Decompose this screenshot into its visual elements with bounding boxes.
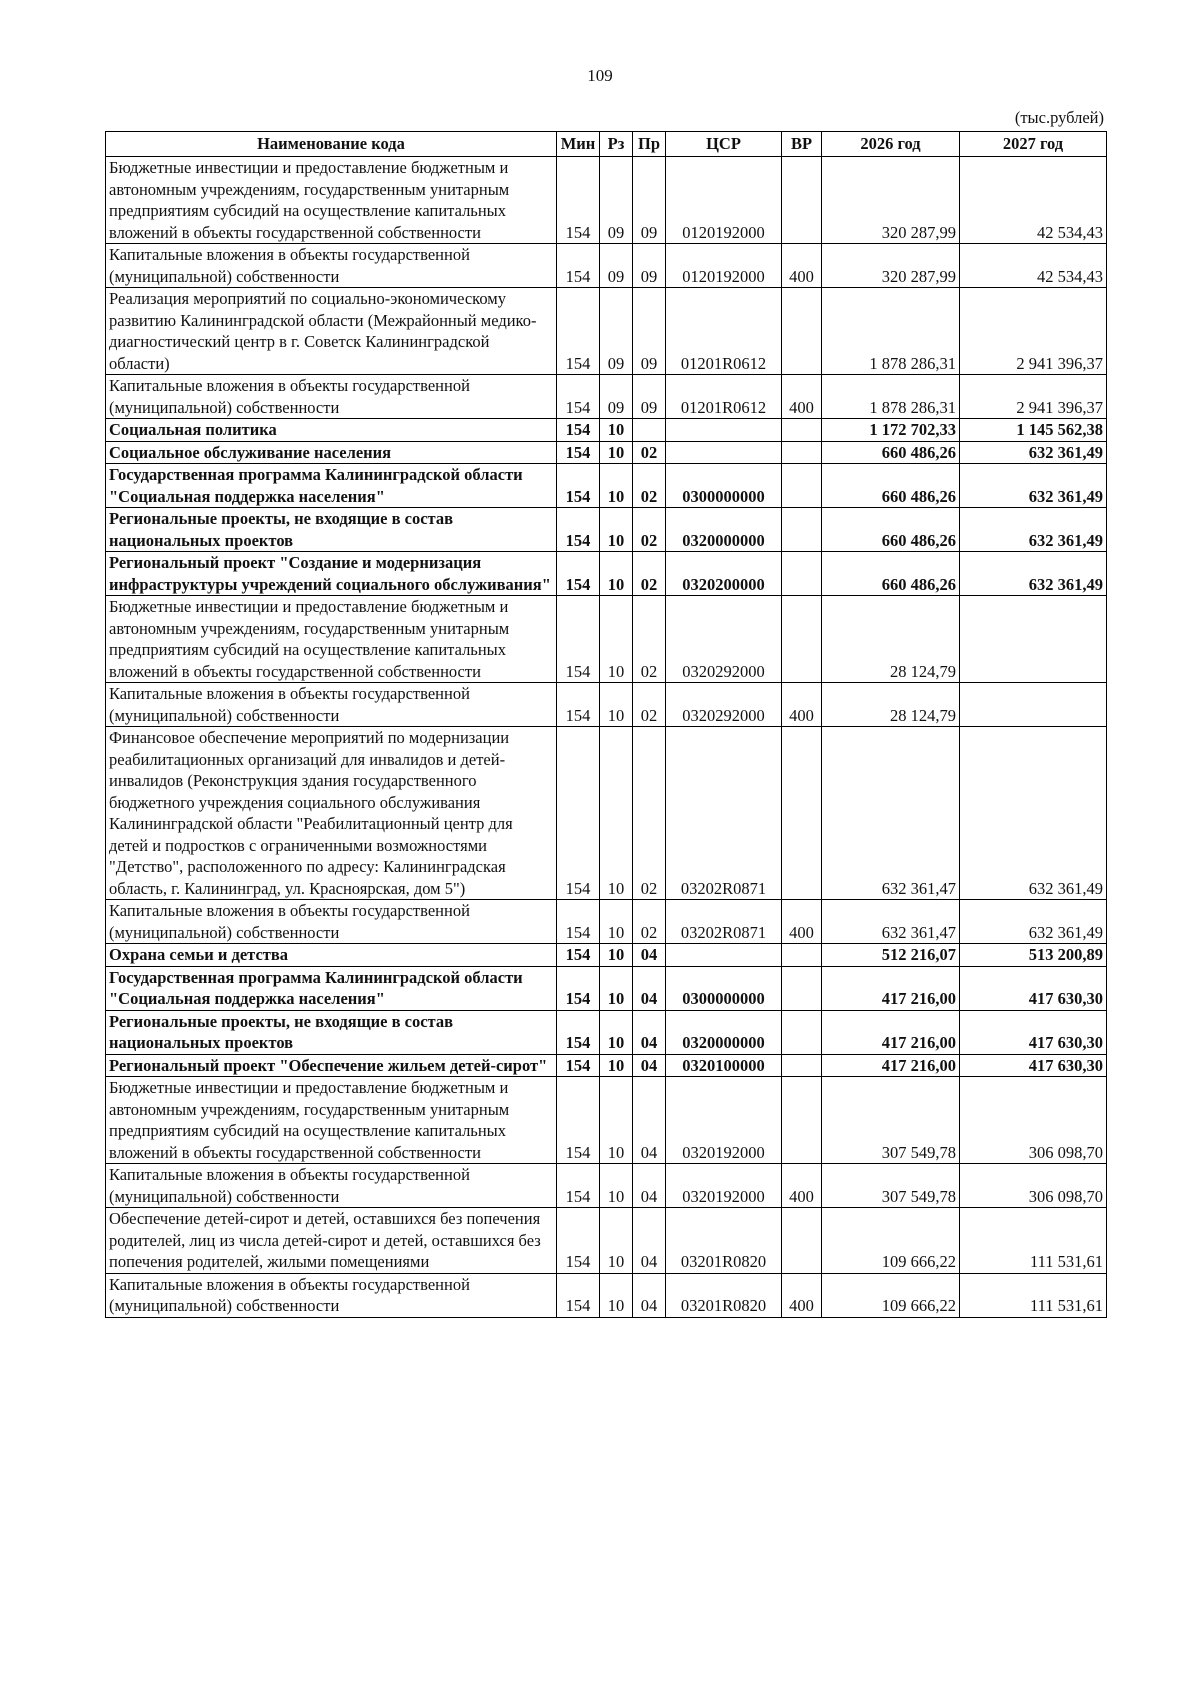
cell-2027: 632 361,49 bbox=[960, 552, 1107, 596]
cell-rz: 10 bbox=[600, 1208, 633, 1274]
cell-2027: 417 630,30 bbox=[960, 1010, 1107, 1054]
header-name: Наименование кода bbox=[106, 132, 557, 157]
cell-vr bbox=[782, 508, 822, 552]
cell-min: 154 bbox=[557, 244, 600, 288]
header-pr: Пр bbox=[633, 132, 666, 157]
cell-min: 154 bbox=[557, 464, 600, 508]
cell-pr: 02 bbox=[633, 727, 666, 900]
cell-2026: 1 172 702,33 bbox=[822, 419, 960, 442]
cell-pr: 04 bbox=[633, 1077, 666, 1164]
cell-vr bbox=[782, 288, 822, 375]
page-number: 109 bbox=[587, 66, 613, 85]
cell-2027: 632 361,49 bbox=[960, 900, 1107, 944]
cell-name: Капитальные вложения в объекты государственной (муниципальной) собственности bbox=[106, 683, 557, 727]
cell-csr: 0320000000 bbox=[666, 1010, 782, 1054]
cell-csr: 0320200000 bbox=[666, 552, 782, 596]
table-row bbox=[106, 244, 1107, 288]
cell-csr bbox=[666, 419, 782, 442]
cell-pr: 09 bbox=[633, 288, 666, 375]
cell-pr: 04 bbox=[633, 1164, 666, 1208]
cell-2026: 512 216,07 bbox=[822, 944, 960, 967]
cell-min: 154 bbox=[557, 552, 600, 596]
cell-rz: 10 bbox=[600, 1077, 633, 1164]
cell-min: 154 bbox=[557, 375, 600, 419]
cell-name: Региональный проект "Создание и модернизация инфраструктуры учреждений социального обслуживания" bbox=[106, 552, 557, 596]
cell-csr bbox=[666, 441, 782, 464]
cell-2026: 417 216,00 bbox=[822, 1054, 960, 1077]
cell-2027 bbox=[960, 596, 1107, 683]
cell-name: Социальная политика bbox=[106, 419, 557, 442]
cell-rz: 10 bbox=[600, 944, 633, 967]
cell-rz: 10 bbox=[600, 900, 633, 944]
cell-min: 154 bbox=[557, 508, 600, 552]
cell-csr: 03201R0820 bbox=[666, 1273, 782, 1317]
cell-2026: 1 878 286,31 bbox=[822, 375, 960, 419]
cell-name: Охрана семьи и детства bbox=[106, 944, 557, 967]
cell-2027: 513 200,89 bbox=[960, 944, 1107, 967]
cell-min: 154 bbox=[557, 419, 600, 442]
table-row bbox=[106, 441, 1107, 464]
cell-vr: 400 bbox=[782, 1273, 822, 1317]
cell-name: Бюджетные инвестиции и предоставление бюджетным и автономным учреждениям, государственным унитарным предприятиям субсидий на осуществление капитальных вложений в объекты государственной собственности bbox=[106, 596, 557, 683]
cell-vr: 400 bbox=[782, 375, 822, 419]
budget-table bbox=[105, 131, 1107, 1318]
cell-2026: 1 878 286,31 bbox=[822, 288, 960, 375]
cell-csr: 0300000000 bbox=[666, 464, 782, 508]
cell-rz: 10 bbox=[600, 552, 633, 596]
cell-csr: 0320292000 bbox=[666, 683, 782, 727]
cell-name: Капитальные вложения в объекты государственной (муниципальной) собственности bbox=[106, 1164, 557, 1208]
cell-2026: 109 666,22 bbox=[822, 1273, 960, 1317]
table-row bbox=[106, 375, 1107, 419]
cell-2026: 660 486,26 bbox=[822, 464, 960, 508]
cell-vr bbox=[782, 966, 822, 1010]
cell-2026: 417 216,00 bbox=[822, 1010, 960, 1054]
table-row bbox=[106, 1054, 1107, 1077]
cell-vr: 400 bbox=[782, 1164, 822, 1208]
cell-rz: 10 bbox=[600, 683, 633, 727]
cell-name: Бюджетные инвестиции и предоставление бюджетным и автономным учреждениям, государственным унитарным предприятиям субсидий на осуществление капитальных вложений в объекты государственной собственности bbox=[106, 157, 557, 244]
cell-name: Социальное обслуживание населения bbox=[106, 441, 557, 464]
cell-min: 154 bbox=[557, 596, 600, 683]
cell-csr: 0320292000 bbox=[666, 596, 782, 683]
cell-vr bbox=[782, 596, 822, 683]
cell-min: 154 bbox=[557, 727, 600, 900]
cell-2026: 417 216,00 bbox=[822, 966, 960, 1010]
cell-2026: 307 549,78 bbox=[822, 1077, 960, 1164]
cell-csr: 0120192000 bbox=[666, 244, 782, 288]
table-row bbox=[106, 1164, 1107, 1208]
cell-min: 154 bbox=[557, 1054, 600, 1077]
cell-vr bbox=[782, 944, 822, 967]
cell-min: 154 bbox=[557, 441, 600, 464]
cell-name: Реализация мероприятий по социально-экономическому развитию Калининградской области (Межрайонный медико-диагностический центр в г. Советск Калининградской области) bbox=[106, 288, 557, 375]
table-row bbox=[106, 966, 1107, 1010]
cell-vr bbox=[782, 1054, 822, 1077]
table-row bbox=[106, 1208, 1107, 1274]
cell-rz: 09 bbox=[600, 157, 633, 244]
cell-min: 154 bbox=[557, 157, 600, 244]
cell-vr: 400 bbox=[782, 683, 822, 727]
cell-2026: 28 124,79 bbox=[822, 683, 960, 727]
cell-name: Обеспечение детей-сирот и детей, оставшихся без попечения родителей, лиц из числа детей-сирот и детей, оставшихся без попечения родителей, жилыми помещениями bbox=[106, 1208, 557, 1274]
cell-pr: 02 bbox=[633, 900, 666, 944]
cell-rz: 10 bbox=[600, 419, 633, 442]
cell-csr: 01201R0612 bbox=[666, 288, 782, 375]
cell-rz: 10 bbox=[600, 727, 633, 900]
cell-csr: 03201R0820 bbox=[666, 1208, 782, 1274]
cell-2027: 417 630,30 bbox=[960, 1054, 1107, 1077]
header-rz: Рз bbox=[600, 132, 633, 157]
header-vr: ВР bbox=[782, 132, 822, 157]
cell-name: Региональный проект "Обеспечение жильем детей-сирот" bbox=[106, 1054, 557, 1077]
cell-vr bbox=[782, 1208, 822, 1274]
table-row bbox=[106, 900, 1107, 944]
cell-vr bbox=[782, 1010, 822, 1054]
cell-2026: 660 486,26 bbox=[822, 508, 960, 552]
cell-pr: 04 bbox=[633, 1208, 666, 1274]
cell-2027: 2 941 396,37 bbox=[960, 288, 1107, 375]
cell-min: 154 bbox=[557, 900, 600, 944]
table-row bbox=[106, 288, 1107, 375]
cell-pr: 09 bbox=[633, 157, 666, 244]
table-row bbox=[106, 1010, 1107, 1054]
cell-2027 bbox=[960, 683, 1107, 727]
cell-rz: 10 bbox=[600, 1164, 633, 1208]
table-row bbox=[106, 508, 1107, 552]
cell-2027: 306 098,70 bbox=[960, 1164, 1107, 1208]
cell-vr bbox=[782, 157, 822, 244]
table-row bbox=[106, 1077, 1107, 1164]
cell-2027: 42 534,43 bbox=[960, 157, 1107, 244]
cell-2026: 660 486,26 bbox=[822, 441, 960, 464]
cell-min: 154 bbox=[557, 944, 600, 967]
cell-name: Финансовое обеспечение мероприятий по модернизации реабилитационных организаций для инвалидов и детей-инвалидов (Реконструкция здания государственного бюджетного учреждения социального обслуживания Калининградской области "Реабилитационный центр для детей и подростков с ограниченными возможностями "Детство", расположенного по адресу: Калининградская область, г. Калининград, ул. Красноярская, дом 5") bbox=[106, 727, 557, 900]
cell-vr bbox=[782, 441, 822, 464]
cell-min: 154 bbox=[557, 966, 600, 1010]
header-2027: 2027 год bbox=[960, 132, 1107, 157]
cell-rz: 10 bbox=[600, 966, 633, 1010]
cell-pr: 04 bbox=[633, 1010, 666, 1054]
cell-vr: 400 bbox=[782, 900, 822, 944]
cell-pr: 02 bbox=[633, 508, 666, 552]
table-row bbox=[106, 596, 1107, 683]
cell-rz: 09 bbox=[600, 244, 633, 288]
cell-2027: 42 534,43 bbox=[960, 244, 1107, 288]
cell-2027: 632 361,49 bbox=[960, 464, 1107, 508]
cell-csr: 0120192000 bbox=[666, 157, 782, 244]
header-csr: ЦСР bbox=[666, 132, 782, 157]
cell-2026: 320 287,99 bbox=[822, 244, 960, 288]
cell-pr bbox=[633, 419, 666, 442]
cell-csr: 03202R0871 bbox=[666, 900, 782, 944]
cell-vr bbox=[782, 464, 822, 508]
cell-rz: 10 bbox=[600, 441, 633, 464]
header-2026: 2026 год bbox=[822, 132, 960, 157]
cell-pr: 02 bbox=[633, 552, 666, 596]
table-row bbox=[106, 464, 1107, 508]
cell-2027: 306 098,70 bbox=[960, 1077, 1107, 1164]
cell-2026: 109 666,22 bbox=[822, 1208, 960, 1274]
cell-rz: 10 bbox=[600, 464, 633, 508]
cell-2026: 632 361,47 bbox=[822, 900, 960, 944]
cell-2027: 111 531,61 bbox=[960, 1273, 1107, 1317]
cell-min: 154 bbox=[557, 288, 600, 375]
cell-csr: 0320192000 bbox=[666, 1077, 782, 1164]
cell-csr: 03202R0871 bbox=[666, 727, 782, 900]
cell-name: Региональные проекты, не входящие в состав национальных проектов bbox=[106, 1010, 557, 1054]
table-row bbox=[106, 1273, 1107, 1317]
cell-min: 154 bbox=[557, 683, 600, 727]
cell-csr: 0320192000 bbox=[666, 1164, 782, 1208]
cell-min: 154 bbox=[557, 1010, 600, 1054]
cell-vr: 400 bbox=[782, 244, 822, 288]
cell-2026: 632 361,47 bbox=[822, 727, 960, 900]
cell-pr: 09 bbox=[633, 244, 666, 288]
units-note: (тыс.рублей) bbox=[1014, 108, 1104, 127]
table-row bbox=[106, 552, 1107, 596]
cell-2026: 660 486,26 bbox=[822, 552, 960, 596]
cell-min: 154 bbox=[557, 1273, 600, 1317]
cell-vr bbox=[782, 1077, 822, 1164]
cell-name: Капитальные вложения в объекты государственной (муниципальной) собственности bbox=[106, 244, 557, 288]
cell-name: Государственная программа Калининградской области "Социальная поддержка населения" bbox=[106, 966, 557, 1010]
cell-csr: 0320000000 bbox=[666, 508, 782, 552]
cell-rz: 10 bbox=[600, 1273, 633, 1317]
cell-min: 154 bbox=[557, 1164, 600, 1208]
cell-pr: 04 bbox=[633, 1054, 666, 1077]
cell-rz: 10 bbox=[600, 1054, 633, 1077]
table-row bbox=[106, 157, 1107, 244]
cell-pr: 02 bbox=[633, 464, 666, 508]
cell-pr: 04 bbox=[633, 1273, 666, 1317]
table-row bbox=[106, 419, 1107, 442]
cell-vr bbox=[782, 419, 822, 442]
table-row bbox=[106, 683, 1107, 727]
cell-2026: 28 124,79 bbox=[822, 596, 960, 683]
cell-pr: 02 bbox=[633, 441, 666, 464]
cell-min: 154 bbox=[557, 1077, 600, 1164]
cell-2027: 632 361,49 bbox=[960, 441, 1107, 464]
cell-vr bbox=[782, 552, 822, 596]
cell-2027: 632 361,49 bbox=[960, 508, 1107, 552]
cell-pr: 04 bbox=[633, 944, 666, 967]
cell-rz: 09 bbox=[600, 288, 633, 375]
cell-rz: 10 bbox=[600, 1010, 633, 1054]
cell-pr: 09 bbox=[633, 375, 666, 419]
cell-pr: 02 bbox=[633, 596, 666, 683]
cell-csr bbox=[666, 944, 782, 967]
cell-rz: 09 bbox=[600, 375, 633, 419]
cell-name: Капитальные вложения в объекты государственной (муниципальной) собственности bbox=[106, 900, 557, 944]
table-body bbox=[106, 157, 1107, 1318]
header-min: Мин bbox=[557, 132, 600, 157]
cell-name: Бюджетные инвестиции и предоставление бюджетным и автономным учреждениям, государственным унитарным предприятиям субсидий на осуществление капитальных вложений в объекты государственной собственности bbox=[106, 1077, 557, 1164]
cell-name: Региональные проекты, не входящие в состав национальных проектов bbox=[106, 508, 557, 552]
table-row bbox=[106, 944, 1107, 967]
cell-2027: 1 145 562,38 bbox=[960, 419, 1107, 442]
cell-pr: 04 bbox=[633, 966, 666, 1010]
cell-2026: 307 549,78 bbox=[822, 1164, 960, 1208]
cell-csr: 01201R0612 bbox=[666, 375, 782, 419]
cell-2027: 2 941 396,37 bbox=[960, 375, 1107, 419]
table-row bbox=[106, 727, 1107, 900]
cell-rz: 10 bbox=[600, 596, 633, 683]
table-header-row bbox=[106, 132, 1107, 157]
cell-rz: 10 bbox=[600, 508, 633, 552]
cell-csr: 0320100000 bbox=[666, 1054, 782, 1077]
cell-csr: 0300000000 bbox=[666, 966, 782, 1010]
cell-vr bbox=[782, 727, 822, 900]
cell-pr: 02 bbox=[633, 683, 666, 727]
cell-name: Капитальные вложения в объекты государственной (муниципальной) собственности bbox=[106, 375, 557, 419]
cell-min: 154 bbox=[557, 1208, 600, 1274]
cell-2027: 417 630,30 bbox=[960, 966, 1107, 1010]
cell-2027: 632 361,49 bbox=[960, 727, 1107, 900]
cell-2026: 320 287,99 bbox=[822, 157, 960, 244]
cell-name: Государственная программа Калининградской области "Социальная поддержка населения" bbox=[106, 464, 557, 508]
cell-2027: 111 531,61 bbox=[960, 1208, 1107, 1274]
cell-name: Капитальные вложения в объекты государственной (муниципальной) собственности bbox=[106, 1273, 557, 1317]
